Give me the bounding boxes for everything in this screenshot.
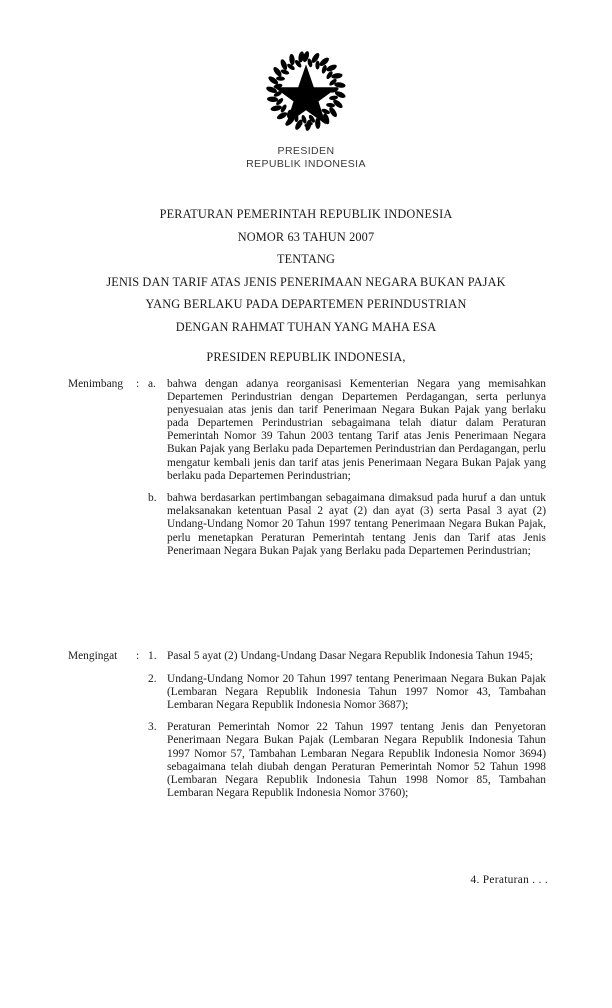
page-continuation-marker: 4. Peraturan . . . — [470, 874, 548, 886]
clause-row — [68, 721, 546, 800]
emblem-caption-line1: PRESIDEN — [277, 145, 335, 157]
title-line-number: NOMOR 63 TAHUN 2007 — [237, 229, 375, 244]
title-line-subject-2: YANG BERLAKU PADA DEPARTEMEN PERINDUSTRIAN — [145, 297, 467, 311]
emblem-caption — [0, 145, 612, 171]
mengingat-label: Mengingat — [68, 650, 118, 662]
title-line-tentang: TENTANG — [276, 252, 336, 266]
title-line-regulation: PERATURAN PEMERINTAH REPUBLIK INDONESIA — [159, 207, 453, 221]
mengingat-colon: : — [136, 650, 140, 662]
emblem-caption-line2: REPUBLIK INDONESIA — [246, 158, 366, 170]
clause-marker: 2. — [148, 672, 157, 685]
menimbang-section — [68, 378, 546, 558]
menimbang-label: Menimbang — [68, 378, 124, 390]
clause-text: Peraturan Pemerintah Nomor 22 Tahun 1997 tentang Jenis dan Penyetoran Penerimaan Negara Bukan Pajak (Lembaran Negara Republik Indonesia Tahun 1997 Nomor 57, Tambahan Lembaran Negara Republik Indonesia Nomor 3694) sebagaimana telah diubah dengan Peraturan Pemerintah Nomor 52 Tahun 1998 (Lembaran Negara Republik Indonesia Tahun 1998 Nomor 85, Tambahan Lembaran Negara Republik Indonesia Nomor 3760); — [167, 721, 546, 799]
menimbang-colon: : — [136, 378, 140, 390]
presidential-seal-star-wreath-icon — [263, 48, 349, 134]
clause-marker: 3. — [148, 721, 157, 734]
clause-row — [68, 673, 546, 712]
rahmat-line: DENGAN RAHMAT TUHAN YANG MAHA ESA — [175, 320, 437, 334]
clause-text: Undang-Undang Nomor 20 Tahun 1997 tentang Penerimaan Negara Bukan Pajak (Lembaran Negara Republik Indonesia Tahun 1997 Nomor 43, Tambahan Lembaran Negara Republik Indonesia Nomor 3687); — [167, 672, 546, 711]
clause-marker: 1. — [148, 650, 157, 662]
document-title-block — [0, 203, 612, 316]
clause-text: bahwa berdasarkan pertimbangan sebagaimana dimaksud pada huruf a dan untuk melaksanakan ketentuan Pasal 2 ayat (2) dan ayat (3) serta Pasal 3 ayat (2) Undang-Undang Nomor 20 Tahun 1997 tentang Penerimaan Negara Bukan Pajak, perlu menetapkan Peraturan Pemerintah tentang Jenis dan Tarif atas Jenis Penerimaan Negara Bukan Pajak yang Berlaku pada Departemen Perindustrian; — [167, 492, 546, 557]
clause-row — [68, 378, 546, 483]
clause-text: bahwa dengan adanya reorganisasi Kementerian Negara yang memisahkan Departemen Perindustrian dengan Departemen Perdagangan, serta perlunya penyesuaian atas jenis dan tarif Penerimaan Negara Bukan Pajak yang berlaku pada Departemen Perindustrian sebagaimana telah diatur dalam Peraturan Pemerintah Nomor 39 Tahun 2003 tentang Tarif atas Jenis Penerimaan Negara Bukan Pajak yang Berlaku pada Departemen Perindustrian dan Perdagangan, perlu mengatur kembali jenis dan tarif atas jenis Penerimaan Negara Bukan Pajak yang berlaku pada Departemen Perindustrian; — [167, 378, 546, 482]
clause-marker: b. — [148, 492, 157, 505]
clause-row — [68, 492, 546, 557]
mengingat-section — [68, 650, 546, 800]
presiden-republik-indonesia-line: PRESIDEN REPUBLIK INDONESIA, — [206, 350, 406, 364]
clause-marker: a. — [148, 378, 156, 390]
clause-row — [68, 650, 546, 663]
emblem-block — [0, 48, 612, 171]
clause-text: Pasal 5 ayat (2) Undang-Undang Dasar Negara Republik Indonesia Tahun 1945; — [167, 650, 533, 662]
title-line-subject-1: JENIS DAN TARIF ATAS JENIS PENERIMAAN NEGARA BUKAN PAJAK — [106, 274, 506, 289]
